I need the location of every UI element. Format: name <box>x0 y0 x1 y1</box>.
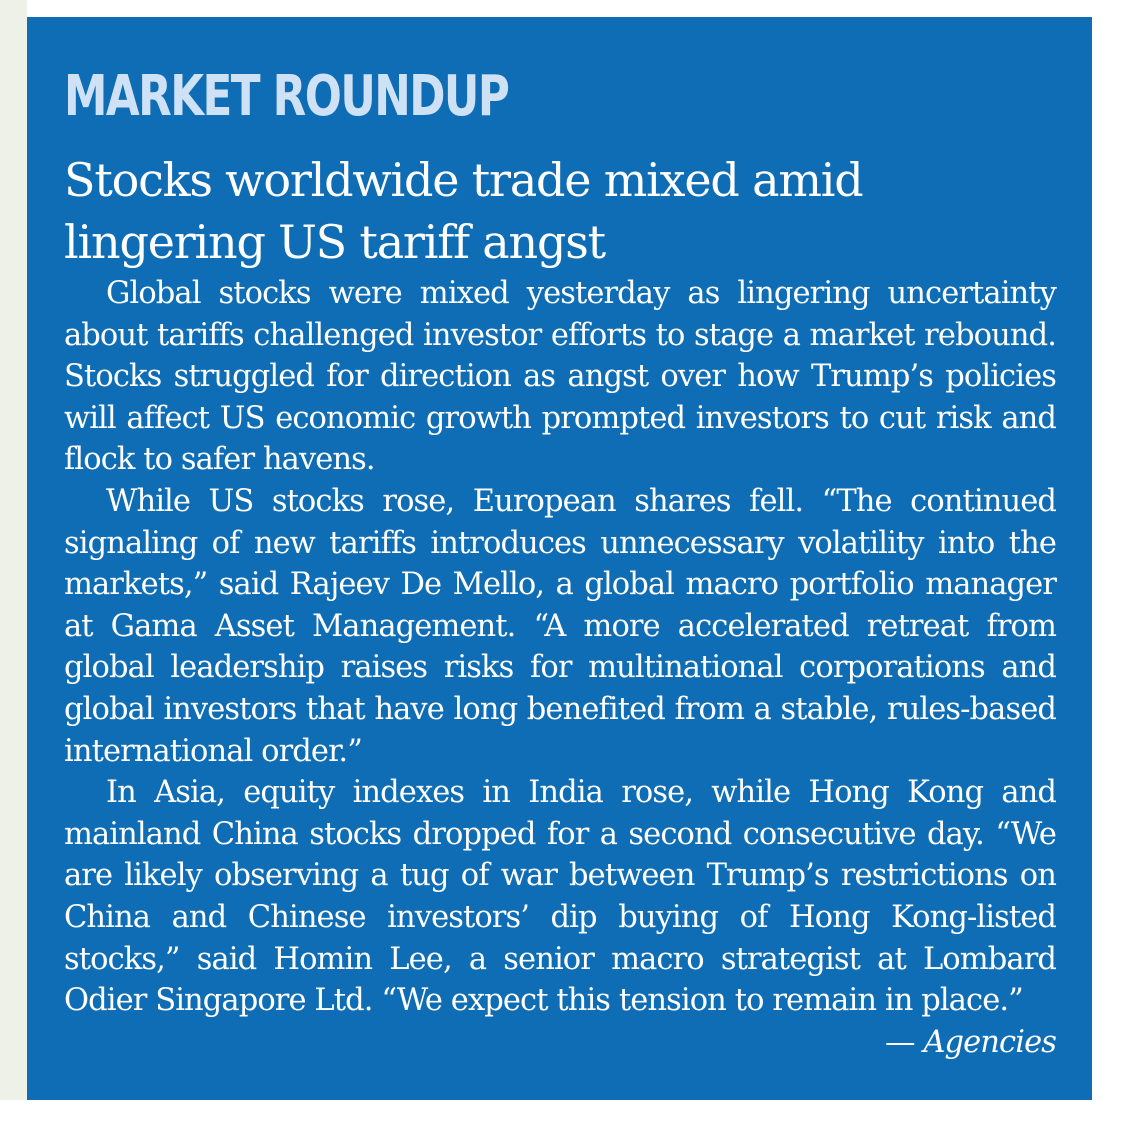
market-roundup-panel <box>27 17 1092 1100</box>
paragraph-3-text: In Asia, equity indexes in India rose, while Hong Kong and mainland China stocks dropped for a second consecutive day. “We are likely observing a tug of war between Trump’s restrictions on China and Chinese investors’ dip buying of Hong Kong-listed stocks,” said Homin Lee, a senior macro strategist at Lombard Odier Singapore Ltd. “We expect this tension to remain in place.” <box>64 775 1056 1019</box>
credit-dash: — <box>885 1024 915 1060</box>
paragraph-1: Global stocks were mixed yesterday as lingering uncertainty about tariffs challenged investor efforts to stage a market rebound. Stocks struggled for direction as angst over how Trump’s policies will affect US economic growth prompted investors to cut risk and flock to safer havens. <box>64 276 1056 478</box>
credit-source: Agencies <box>923 1024 1056 1060</box>
byline-credit <box>885 1022 1056 1064</box>
paragraph-2: While US stocks rose, European shares fell. “The continued signaling of new tariffs introduces unnecessary volatility into the markets,” said Rajeev De Mello, a global macro portfolio manager at Gama Asset Management. “A more accelerated retreat from global leadership raises risks for multinational corporations and global investors that have long benefited from a stable, rules-based international order.” <box>64 483 1056 769</box>
paragraph-3 <box>64 772 1056 1060</box>
left-margin-strip <box>0 0 27 1100</box>
section-kicker: MARKET ROUNDUP <box>64 64 509 129</box>
article-body <box>64 273 1056 1060</box>
article-headline: Stocks worldwide trade mixed amid lingering US tariff angst <box>64 153 863 269</box>
